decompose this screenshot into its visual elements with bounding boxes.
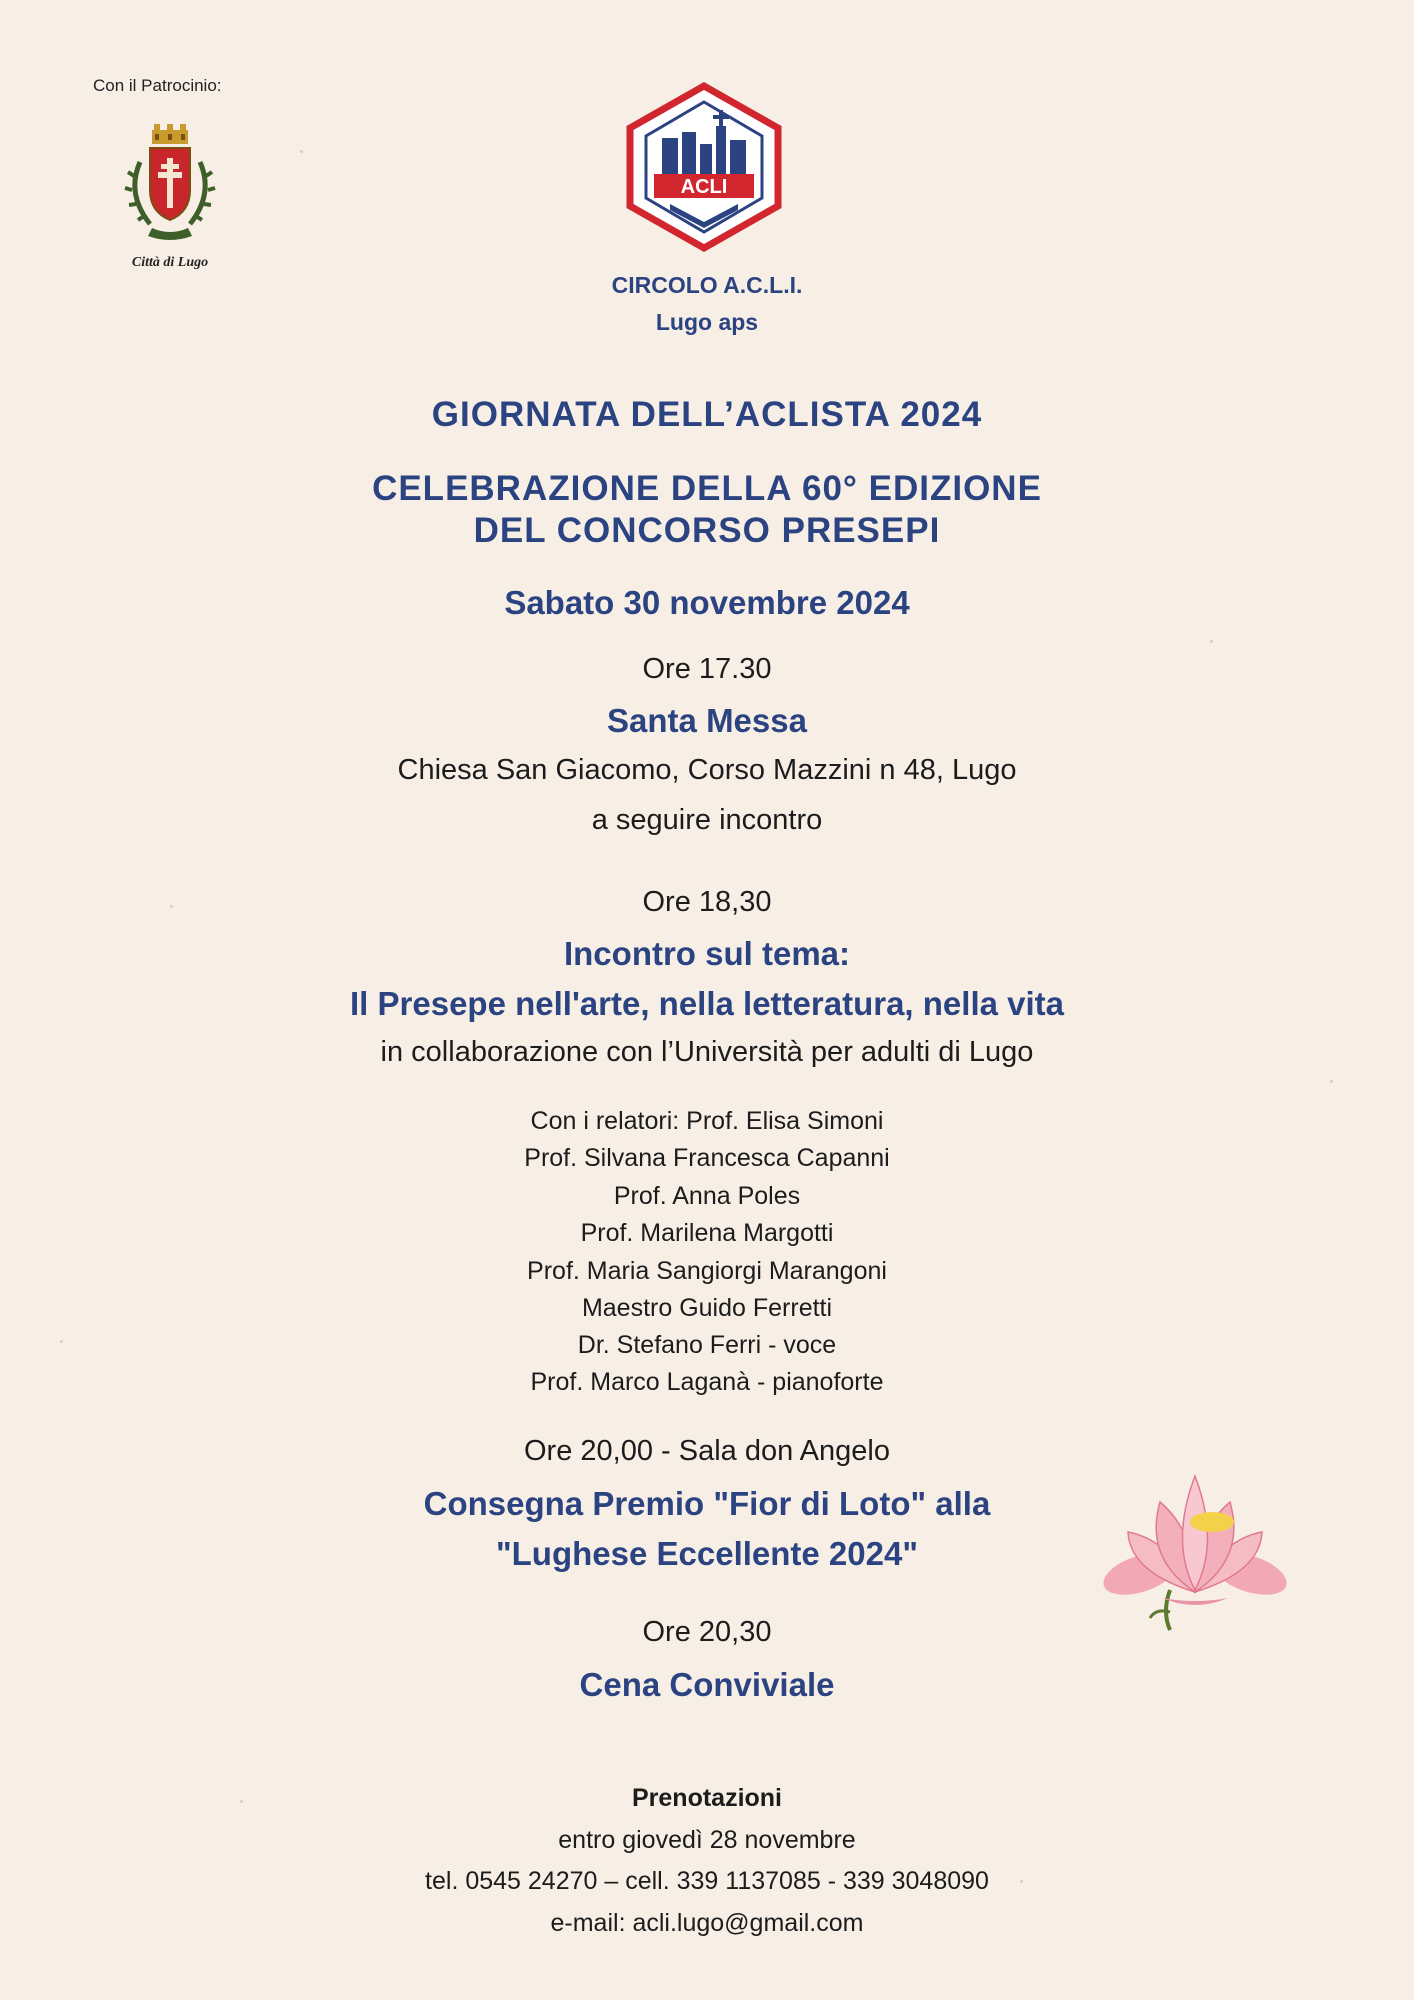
- event-date: Sabato 30 novembre 2024: [504, 584, 910, 621]
- speaker-line: Prof. Anna Poles: [613, 1182, 801, 1210]
- talk-title: Incontro sul tema:: [563, 935, 851, 972]
- speaker-line: Maestro Guido Ferretti: [581, 1294, 833, 1322]
- speaker-line: Prof. Silvana Francesca Capanni: [524, 1144, 890, 1172]
- organizer-subtitle: Lugo aps: [655, 309, 759, 335]
- organizer-name: CIRCOLO A.C.L.I.: [611, 272, 803, 298]
- acli-logo-icon: [622, 82, 786, 252]
- talk-theme: Il Presepe nell'arte, nella letteratura, nella vita: [350, 985, 1064, 1022]
- talk-time: Ore 18,30: [642, 886, 772, 918]
- dinner-time: Ore 20,30: [642, 1616, 772, 1648]
- acli-logo-text: ACLI: [680, 176, 728, 198]
- mass-location: Chiesa San Giacomo, Corso Mazzini n 48, Lugo: [397, 754, 1017, 786]
- speaker-line: Prof. Maria Sangiorgi Marangoni: [527, 1257, 887, 1285]
- paper-speck: [1330, 1080, 1333, 1083]
- patronage-label: Con il Patrocinio:: [93, 76, 222, 95]
- city-of-lugo-crest-icon: [122, 124, 218, 244]
- event-title: GIORNATA DELL’ACLISTA 2024: [431, 395, 983, 434]
- event-subtitle-line2: DEL CONCORSO PRESEPI: [473, 511, 941, 550]
- award-title-line2: "Lughese Eccellente 2024": [496, 1535, 918, 1572]
- booking-email[interactable]: e-mail: acli.lugo@gmail.com: [550, 1909, 864, 1937]
- talk-collaboration: in collaborazione con l’Università per adulti di Lugo: [380, 1036, 1034, 1068]
- speaker-line: Prof. Marilena Margotti: [580, 1219, 834, 1247]
- award-time: Ore 20,00 - Sala don Angelo: [524, 1435, 890, 1467]
- dinner-title: Cena Conviviale: [579, 1666, 835, 1703]
- speaker-line: Dr. Stefano Ferri - voce: [577, 1331, 837, 1359]
- speaker-line: Prof. Marco Laganà - pianoforte: [530, 1368, 884, 1396]
- paper-speck: [300, 150, 303, 153]
- city-name: Città di Lugo: [131, 255, 209, 270]
- booking-deadline: entro giovedì 28 novembre: [558, 1826, 856, 1854]
- mass-time: Ore 17.30: [642, 653, 772, 685]
- paper-speck: [1210, 640, 1213, 643]
- mass-title: Santa Messa: [607, 702, 807, 739]
- booking-title: Prenotazioni: [631, 1784, 782, 1812]
- booking-phones: tel. 0545 24270 – cell. 339 1137085 - 339 3048090: [425, 1867, 989, 1895]
- lotus-flower-icon: [1100, 1462, 1290, 1632]
- award-title-line1: Consegna Premio "Fior di Loto" alla: [423, 1485, 991, 1522]
- speaker-line: Con i relatori: Prof. Elisa Simoni: [530, 1107, 884, 1135]
- mass-note: a seguire incontro: [591, 804, 823, 836]
- event-subtitle-line1: CELEBRAZIONE DELLA 60° EDIZIONE: [372, 469, 1042, 508]
